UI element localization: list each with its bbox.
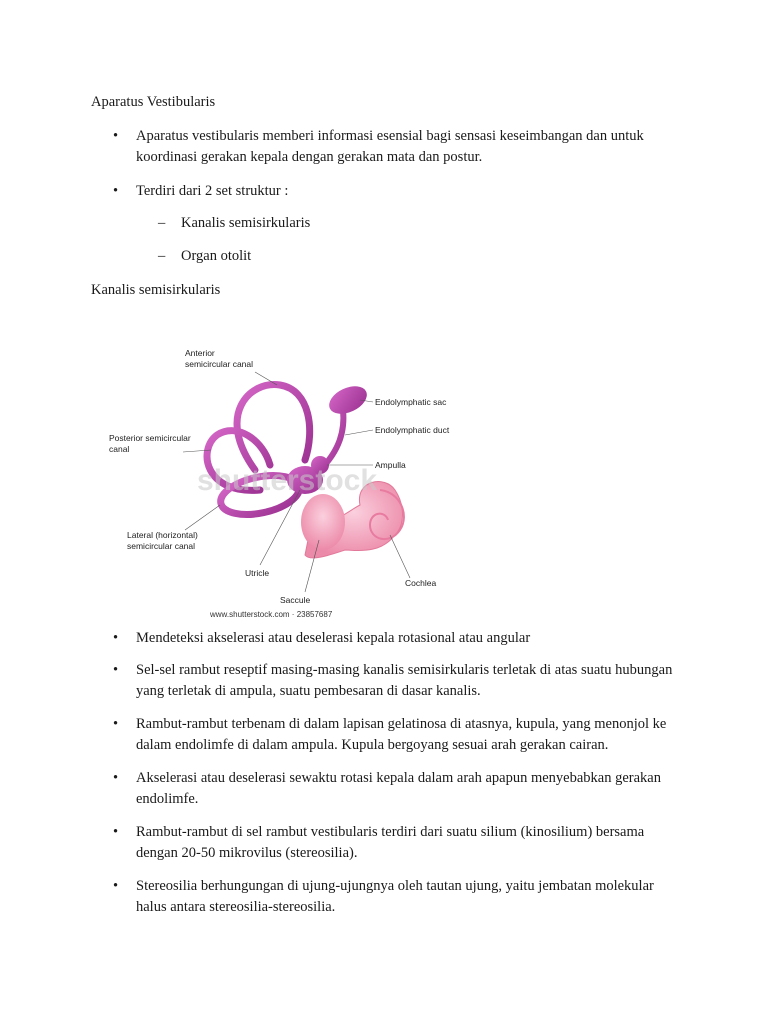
label-lateral-1: Lateral (horizontal): [127, 530, 198, 540]
label-anterior-2: semicircular canal: [185, 359, 254, 369]
leader-line: [345, 430, 373, 435]
bullet-item: [113, 181, 673, 202]
bullet-item: [113, 126, 673, 168]
inner-ear-diagram: [105, 340, 475, 625]
endolymphatic-sac: [325, 381, 371, 420]
label-utricle: Utricle: [245, 568, 270, 578]
anterior-canal: [237, 385, 310, 470]
dash-mark: –: [158, 248, 166, 264]
bullet-text: Terdiri dari 2 set struktur :: [136, 183, 289, 199]
sub-item: [158, 215, 310, 232]
dash-mark: –: [158, 215, 166, 231]
sub-item: [158, 248, 251, 265]
label-anterior-1: Anterior: [185, 348, 215, 358]
bullet-item: [113, 628, 673, 649]
leader-line: [390, 535, 410, 578]
label-lateral-2: semicircular canal: [127, 541, 196, 551]
section-title-kanalis: Kanalis semisirkularis: [91, 282, 221, 298]
bullet-text: Rambut-rambut di sel rambut vestibularis terdiri dari suatu silium (kinosilium) bersama dengan 20-50 mikrovilus (stereosilia).: [136, 824, 645, 861]
label-posterior-2: canal: [109, 444, 130, 454]
label-endolymphatic-duct: Endolymphatic duct: [375, 425, 450, 435]
bullet-text: Sel-sel rambut reseptif masing-masing kanalis semisirkularis terletak di atas suatu hubungan yang terletak di ampula, suatu pembesaran di dasar kanalis.: [136, 662, 673, 699]
label-saccule: Saccule: [280, 595, 311, 605]
label-endolymphatic-sac: Endolymphatic sac: [375, 397, 447, 407]
bullet-dot: •: [113, 824, 119, 840]
bullet-dot: •: [113, 630, 119, 646]
leader-line: [185, 505, 220, 530]
bullet-dot: •: [113, 716, 119, 732]
bullet-text: Rambut-rambut terbenam di dalam lapisan gelatinosa di atasnya, kupula, yang menonjol ke dalam endolimfe di dalam ampula. Kupula bergoyang sesuai arah gerakan cairan.: [136, 716, 667, 753]
bullet-item: [113, 768, 673, 810]
label-ampulla: Ampulla: [375, 460, 406, 470]
bullet-dot: •: [113, 878, 119, 894]
label-cochlea: Cochlea: [405, 578, 437, 588]
bullet-text: Akselerasi atau deselerasi sewaktu rotasi kepala dalam arah apapun menyebabkan gerakan endolimfe.: [136, 770, 661, 807]
bullet-item: [113, 876, 673, 918]
bullet-item: [113, 714, 673, 756]
leader-line: [260, 490, 300, 565]
bullet-text: Stereosilia berhungungan di ujung-ujungnya oleh tautan ujung, yaitu jembatan molekular halus antara stereosilia-stereosilia.: [136, 878, 654, 915]
bullet-dot: •: [113, 662, 119, 678]
bullet-dot: •: [113, 128, 119, 144]
bullet-dot: •: [113, 770, 119, 786]
bullet-item: [113, 660, 673, 702]
sub-item-text: Organ otolit: [181, 248, 252, 264]
bullet-text: Mendeteksi akselerasi atau deselerasi kepala rotasional atau angular: [136, 630, 531, 646]
sub-item-text: Kanalis semisirkularis: [181, 215, 311, 231]
bullet-text: Aparatus vestibularis memberi informasi esensial bagi sensasi keseimbangan dan untuk koordinasi gerakan kepala dengan gerakan mata dan postur.: [136, 128, 644, 165]
saccule-shape: [301, 494, 345, 550]
bullet-dot: •: [113, 183, 119, 199]
image-credit: www.shutterstock.com · 23857687: [210, 610, 333, 619]
section-title-aparatus: Aparatus Vestibularis: [91, 94, 216, 110]
bullet-item: [113, 822, 673, 864]
watermark-text: shutterstock: [197, 464, 378, 497]
label-posterior-1: Posterior semicircular: [109, 433, 191, 443]
